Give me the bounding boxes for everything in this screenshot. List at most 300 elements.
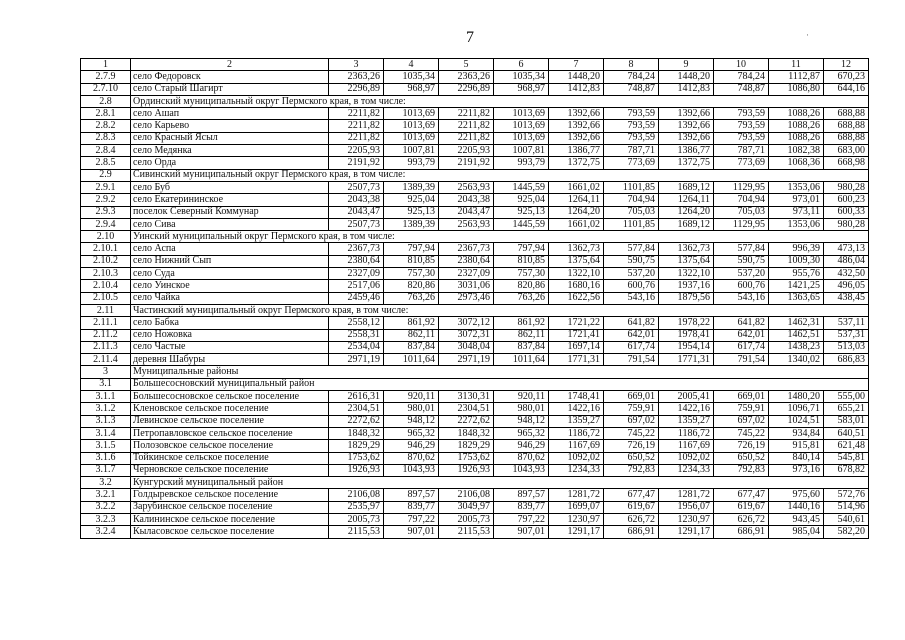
section-number: 2.10	[81, 231, 131, 243]
tariff-value: 1389,39	[384, 181, 439, 193]
table-row	[81, 526, 869, 538]
tariff-value: 1007,81	[384, 145, 439, 157]
tariff-value: 1445,59	[494, 218, 549, 230]
tariff-value: 793,59	[604, 108, 659, 120]
row-number: 3.2.2	[81, 501, 131, 513]
tariff-value: 1082,38	[769, 145, 824, 157]
table-row	[81, 292, 869, 304]
table-row	[81, 391, 869, 403]
tariff-value: 1086,80	[769, 83, 824, 95]
tariff-value: 540,61	[824, 513, 869, 525]
tariff-value: 1167,69	[549, 440, 604, 452]
tariff-value: 797,94	[384, 243, 439, 255]
table-body	[81, 59, 869, 539]
tariff-value: 705,03	[714, 206, 769, 218]
section-number: 3.2	[81, 477, 131, 489]
page-number: 7	[466, 29, 474, 46]
tariff-value: 1013,69	[494, 108, 549, 120]
tariff-value: 1264,11	[659, 194, 714, 206]
row-number: 2.9.3	[81, 206, 131, 218]
tariff-value: 870,62	[384, 452, 439, 464]
tariff-value: 907,01	[494, 526, 549, 538]
tariff-value: 726,19	[604, 440, 659, 452]
table-row	[81, 452, 869, 464]
tariff-value: 670,23	[824, 71, 869, 83]
row-number: 2.8.2	[81, 120, 131, 132]
tariff-value: 2106,08	[439, 489, 494, 501]
table-row	[81, 427, 869, 439]
settlement-name: село Частые	[131, 341, 329, 353]
tariff-value: 677,47	[714, 489, 769, 501]
table-row	[81, 71, 869, 83]
row-number: 2.10.3	[81, 268, 131, 280]
column-header: 1	[81, 59, 131, 71]
tariff-value: 2380,64	[329, 255, 384, 267]
table-row	[81, 181, 869, 193]
tariff-value: 1264,11	[549, 194, 604, 206]
section-label: Частинский муниципальный округ Пермского края, в том числе:	[131, 304, 869, 316]
tariff-value: 1445,59	[494, 181, 549, 193]
tariff-value: 2304,51	[329, 403, 384, 415]
tariff-value: 773,69	[714, 157, 769, 169]
tariff-value: 925,04	[494, 194, 549, 206]
tariff-value: 748,87	[604, 83, 659, 95]
row-number: 2.11.1	[81, 317, 131, 329]
row-number: 3.2.1	[81, 489, 131, 501]
tariff-value: 545,81	[824, 452, 869, 464]
row-number: 2.9.2	[81, 194, 131, 206]
tariff-value: 726,19	[714, 440, 769, 452]
tariff-value: 810,85	[384, 255, 439, 267]
tariff-value: 973,01	[769, 194, 824, 206]
row-number: 2.10.4	[81, 280, 131, 292]
tariff-value: 1234,33	[659, 464, 714, 476]
tariff-value: 1954,14	[659, 341, 714, 353]
section-number: 3	[81, 366, 131, 378]
section-row	[81, 169, 869, 181]
tariff-value: 1011,64	[494, 354, 549, 366]
tariff-value: 1375,64	[549, 255, 604, 267]
row-number: 3.1.6	[81, 452, 131, 464]
tariff-value: 1689,12	[659, 181, 714, 193]
tariff-value: 793,59	[604, 120, 659, 132]
tariff-value: 1462,51	[769, 329, 824, 341]
tariff-value: 2327,09	[329, 268, 384, 280]
tariff-value: 980,01	[494, 403, 549, 415]
tariff-value: 2973,46	[439, 292, 494, 304]
tariff-value: 704,94	[714, 194, 769, 206]
row-number: 2.8.5	[81, 157, 131, 169]
tariff-value: 1697,14	[549, 341, 604, 353]
column-header: 4	[384, 59, 439, 71]
tariff-value: 2211,82	[329, 108, 384, 120]
table-row	[81, 341, 869, 353]
tariff-value: 965,32	[384, 427, 439, 439]
tariff-value: 583,01	[824, 415, 869, 427]
tariff-value: 2367,73	[439, 243, 494, 255]
tariff-value: 759,91	[714, 403, 769, 415]
tariff-value: 697,02	[604, 415, 659, 427]
tariff-value: 577,84	[604, 243, 659, 255]
table-row	[81, 403, 869, 415]
section-number: 3.1	[81, 378, 131, 390]
settlement-name: Черновское сельское поселение	[131, 464, 329, 476]
tariff-value: 861,92	[494, 317, 549, 329]
row-number: 2.7.10	[81, 83, 131, 95]
settlement-name: Голдыревское сельское поселение	[131, 489, 329, 501]
tariff-value: 757,30	[384, 268, 439, 280]
row-number: 2.10.1	[81, 243, 131, 255]
tariff-value: 1043,93	[494, 464, 549, 476]
tariff-value: 2380,64	[439, 255, 494, 267]
tariff-value: 600,23	[824, 194, 869, 206]
tariff-value: 759,91	[604, 403, 659, 415]
tariff-value: 688,88	[824, 120, 869, 132]
tariff-value: 432,50	[824, 268, 869, 280]
tariff-value: 688,88	[824, 108, 869, 120]
tariff-value: 925,13	[384, 206, 439, 218]
tariff-value: 2367,73	[329, 243, 384, 255]
table-row	[81, 501, 869, 513]
tariff-value: 697,02	[714, 415, 769, 427]
tariff-value: 797,94	[494, 243, 549, 255]
tariff-value: 1013,69	[494, 120, 549, 132]
table-row	[81, 206, 869, 218]
section-label: Муниципальные районы	[131, 366, 869, 378]
tariff-value: 787,71	[714, 145, 769, 157]
tariff-value: 640,51	[824, 427, 869, 439]
tariff-value: 1386,77	[549, 145, 604, 157]
settlement-name: село Аспа	[131, 243, 329, 255]
table-row	[81, 280, 869, 292]
tariff-value: 2211,82	[329, 132, 384, 144]
tariff-value: 791,54	[604, 354, 659, 366]
tariff-value: 993,79	[384, 157, 439, 169]
tariff-value: 641,82	[714, 317, 769, 329]
tariff-value: 1748,41	[549, 391, 604, 403]
tariff-value: 1721,22	[549, 317, 604, 329]
tariff-value: 650,52	[604, 452, 659, 464]
tariff-value: 1264,20	[549, 206, 604, 218]
tariff-value: 1363,65	[769, 292, 824, 304]
tariff-value: 600,76	[604, 280, 659, 292]
row-number: 2.9.1	[81, 181, 131, 193]
tariff-value: 2296,89	[329, 83, 384, 95]
tariff-value: 1412,83	[549, 83, 604, 95]
settlement-name: Зарубинское сельское поселение	[131, 501, 329, 513]
tariff-value: 897,57	[384, 489, 439, 501]
table-row	[81, 440, 869, 452]
tariff-value: 2363,26	[439, 71, 494, 83]
settlement-name: село Красный Ясыл	[131, 132, 329, 144]
row-number: 2.7.9	[81, 71, 131, 83]
settlement-name: село Нижний Сып	[131, 255, 329, 267]
tariff-value: 1230,97	[549, 513, 604, 525]
tariff-value: 792,83	[604, 464, 659, 476]
tariff-value: 496,05	[824, 280, 869, 292]
tariff-value: 1013,69	[494, 132, 549, 144]
tariff-value: 3049,97	[439, 501, 494, 513]
tariff-value: 757,30	[494, 268, 549, 280]
settlement-name: село Сива	[131, 218, 329, 230]
tariff-value: 2507,73	[329, 181, 384, 193]
tariff-value: 773,69	[604, 157, 659, 169]
tariff-value: 2558,31	[329, 329, 384, 341]
tariff-value: 975,60	[769, 489, 824, 501]
row-number: 2.11.4	[81, 354, 131, 366]
tariff-value: 655,21	[824, 403, 869, 415]
tariff-value: 2106,08	[329, 489, 384, 501]
tariff-value: 784,24	[714, 71, 769, 83]
tariff-value: 2971,19	[439, 354, 494, 366]
tariff-value: 920,11	[384, 391, 439, 403]
tariff-value: 784,24	[604, 71, 659, 83]
section-row	[81, 95, 869, 107]
tariff-value: 1322,10	[659, 268, 714, 280]
row-number: 2.8.1	[81, 108, 131, 120]
scan-mark: ·	[806, 30, 809, 40]
row-number: 2.9.4	[81, 218, 131, 230]
tariff-value: 1264,20	[659, 206, 714, 218]
tariff-value: 2211,82	[439, 120, 494, 132]
table-row	[81, 243, 869, 255]
settlement-name: деревня Шабуры	[131, 354, 329, 366]
tariff-value: 2005,73	[439, 513, 494, 525]
tariff-value: 793,59	[714, 120, 769, 132]
tariff-value: 1829,29	[439, 440, 494, 452]
tariff-value: 619,67	[714, 501, 769, 513]
table-header-row	[81, 59, 869, 71]
tariff-value: 915,81	[769, 440, 824, 452]
tariff-value: 763,26	[494, 292, 549, 304]
tariff-value: 1088,26	[769, 108, 824, 120]
tariff-value: 1926,93	[439, 464, 494, 476]
tariff-value: 1092,02	[549, 452, 604, 464]
tariff-value: 980,28	[824, 181, 869, 193]
tariff-value: 1088,26	[769, 132, 824, 144]
section-row	[81, 231, 869, 243]
tariff-value: 793,59	[714, 108, 769, 120]
tariff-value: 1753,62	[439, 452, 494, 464]
tariff-value: 1092,02	[659, 452, 714, 464]
tariff-value: 948,12	[494, 415, 549, 427]
tariff-value: 537,20	[604, 268, 659, 280]
settlement-name: Тойкинское сельское поселение	[131, 452, 329, 464]
settlement-name: Петропавловское сельское поселение	[131, 427, 329, 439]
tariff-value: 1167,69	[659, 440, 714, 452]
tariff-value: 2191,92	[439, 157, 494, 169]
tariff-value: 1480,20	[769, 391, 824, 403]
column-header: 10	[714, 59, 769, 71]
tariff-value: 2191,92	[329, 157, 384, 169]
settlement-name: село Суда	[131, 268, 329, 280]
section-label: Сивинский муниципальный округ Пермского края, в том числе:	[131, 169, 869, 181]
settlement-name: Кленовское сельское поселение	[131, 403, 329, 415]
section-row	[81, 378, 869, 390]
tariff-value: 870,62	[494, 452, 549, 464]
tariff-value: 1771,31	[659, 354, 714, 366]
tariff-value: 642,01	[714, 329, 769, 341]
tariff-value: 2115,53	[329, 526, 384, 538]
tariff-value: 537,31	[824, 329, 869, 341]
tariff-value: 2043,38	[439, 194, 494, 206]
tariff-value: 943,45	[769, 513, 824, 525]
tariff-value: 1340,02	[769, 354, 824, 366]
tariff-value: 617,74	[604, 341, 659, 353]
tariff-value: 1440,16	[769, 501, 824, 513]
row-number: 3.1.1	[81, 391, 131, 403]
tariff-value: 1978,22	[659, 317, 714, 329]
tariff-value: 1362,73	[549, 243, 604, 255]
tariff-value: 1978,41	[659, 329, 714, 341]
tariff-value: 590,75	[604, 255, 659, 267]
tariff-value: 1129,95	[714, 218, 769, 230]
tariff-value: 1088,26	[769, 120, 824, 132]
settlement-name: Калининское сельское поселение	[131, 513, 329, 525]
tariff-value: 2211,82	[439, 132, 494, 144]
settlement-name: Кыласовское сельское поселение	[131, 526, 329, 538]
tariff-value: 1007,81	[494, 145, 549, 157]
table-row	[81, 268, 869, 280]
tariff-value: 2535,97	[329, 501, 384, 513]
tariff-value: 1035,34	[494, 71, 549, 83]
tariff-value: 1462,31	[769, 317, 824, 329]
tariff-value: 3072,12	[439, 317, 494, 329]
section-label: Большесосновский муниципальный район	[131, 378, 869, 390]
tariff-value: 473,13	[824, 243, 869, 255]
tariff-value: 1035,34	[384, 71, 439, 83]
tariff-value: 2043,47	[439, 206, 494, 218]
tariff-value: 1013,69	[384, 132, 439, 144]
settlement-name: село Ножовка	[131, 329, 329, 341]
tariff-value: 920,11	[494, 391, 549, 403]
tariff-value: 438,45	[824, 292, 869, 304]
section-number: 2.9	[81, 169, 131, 181]
tariff-value: 1448,20	[549, 71, 604, 83]
table-row	[81, 415, 869, 427]
tariff-value: 862,11	[384, 329, 439, 341]
tariff-value: 745,22	[604, 427, 659, 439]
tariff-value: 3031,06	[439, 280, 494, 292]
tariff-value: 745,22	[714, 427, 769, 439]
tariff-value: 862,11	[494, 329, 549, 341]
tariff-value: 1013,69	[384, 108, 439, 120]
section-number: 2.8	[81, 95, 131, 107]
tariff-value: 1753,62	[329, 452, 384, 464]
tariff-value: 626,72	[604, 513, 659, 525]
tariff-value: 1068,36	[769, 157, 824, 169]
tariff-value: 925,13	[494, 206, 549, 218]
tariff-value: 678,82	[824, 464, 869, 476]
tariff-value: 2005,73	[329, 513, 384, 525]
tariff-value: 1680,16	[549, 280, 604, 292]
tariff-value: 793,59	[604, 132, 659, 144]
tariff-value: 590,75	[714, 255, 769, 267]
tariff-value: 1013,69	[384, 120, 439, 132]
tariff-value: 2205,93	[329, 145, 384, 157]
settlement-name: село Медянка	[131, 145, 329, 157]
tariff-value: 837,84	[494, 341, 549, 353]
tariff-value: 1372,75	[549, 157, 604, 169]
tariff-value: 1234,33	[549, 464, 604, 476]
tariff-value: 820,86	[384, 280, 439, 292]
settlement-name: поселок Северный Коммунар	[131, 206, 329, 218]
tariff-value: 946,29	[384, 440, 439, 452]
table-row	[81, 145, 869, 157]
section-label: Уинский муниципальный округ Пермского края, в том числе:	[131, 231, 869, 243]
row-number: 2.8.4	[81, 145, 131, 157]
tariff-value: 543,16	[714, 292, 769, 304]
tariff-value: 1448,20	[659, 71, 714, 83]
row-number: 2.11.3	[81, 341, 131, 353]
tariff-value: 955,76	[769, 268, 824, 280]
tariff-value: 1291,17	[659, 526, 714, 538]
tariff-value: 677,47	[604, 489, 659, 501]
tariff-value: 3130,31	[439, 391, 494, 403]
settlement-name: село Уинское	[131, 280, 329, 292]
tariff-value: 2563,93	[439, 181, 494, 193]
tariff-value: 668,98	[824, 157, 869, 169]
section-row	[81, 477, 869, 489]
tariff-value: 3072,31	[439, 329, 494, 341]
tariff-value: 686,91	[604, 526, 659, 538]
table-row	[81, 132, 869, 144]
column-header: 8	[604, 59, 659, 71]
tariff-value: 1186,72	[549, 427, 604, 439]
tariff-value: 1879,56	[659, 292, 714, 304]
tariff-value: 1422,16	[659, 403, 714, 415]
column-header: 2	[131, 59, 329, 71]
tariff-value: 925,04	[384, 194, 439, 206]
column-header: 7	[549, 59, 604, 71]
tariff-value: 650,52	[714, 452, 769, 464]
tariff-value: 1011,64	[384, 354, 439, 366]
tariff-value: 1699,07	[549, 501, 604, 513]
row-number: 2.10.5	[81, 292, 131, 304]
tariff-value: 1661,02	[549, 181, 604, 193]
column-header: 3	[329, 59, 384, 71]
tariff-value: 1186,72	[659, 427, 714, 439]
tariff-value: 2363,26	[329, 71, 384, 83]
tariff-value: 810,85	[494, 255, 549, 267]
tariff-value: 2304,51	[439, 403, 494, 415]
settlement-name: село Екатерининское	[131, 194, 329, 206]
tariff-value: 1372,75	[659, 157, 714, 169]
tariff-value: 1392,66	[549, 108, 604, 120]
tariff-value: 543,16	[604, 292, 659, 304]
row-number: 3.1.4	[81, 427, 131, 439]
row-number: 3.1.2	[81, 403, 131, 415]
tariff-value: 1412,83	[659, 83, 714, 95]
tariff-value: 1956,07	[659, 501, 714, 513]
tariff-value: 1689,12	[659, 218, 714, 230]
tariff-value: 1024,51	[769, 415, 824, 427]
tariff-value: 683,00	[824, 145, 869, 157]
tariff-value: 791,54	[714, 354, 769, 366]
row-number: 3.1.5	[81, 440, 131, 452]
tariff-value: 763,26	[384, 292, 439, 304]
tariff-value: 555,00	[824, 391, 869, 403]
tariff-value: 2272,62	[439, 415, 494, 427]
tariff-value: 2205,93	[439, 145, 494, 157]
tariff-value: 2211,82	[439, 108, 494, 120]
tariff-value: 1848,32	[329, 427, 384, 439]
tariff-value: 965,32	[494, 427, 549, 439]
tariff-value: 973,11	[769, 206, 824, 218]
tariff-value: 1661,02	[549, 218, 604, 230]
tariff-value: 600,76	[714, 280, 769, 292]
tariff-value: 1129,95	[714, 181, 769, 193]
